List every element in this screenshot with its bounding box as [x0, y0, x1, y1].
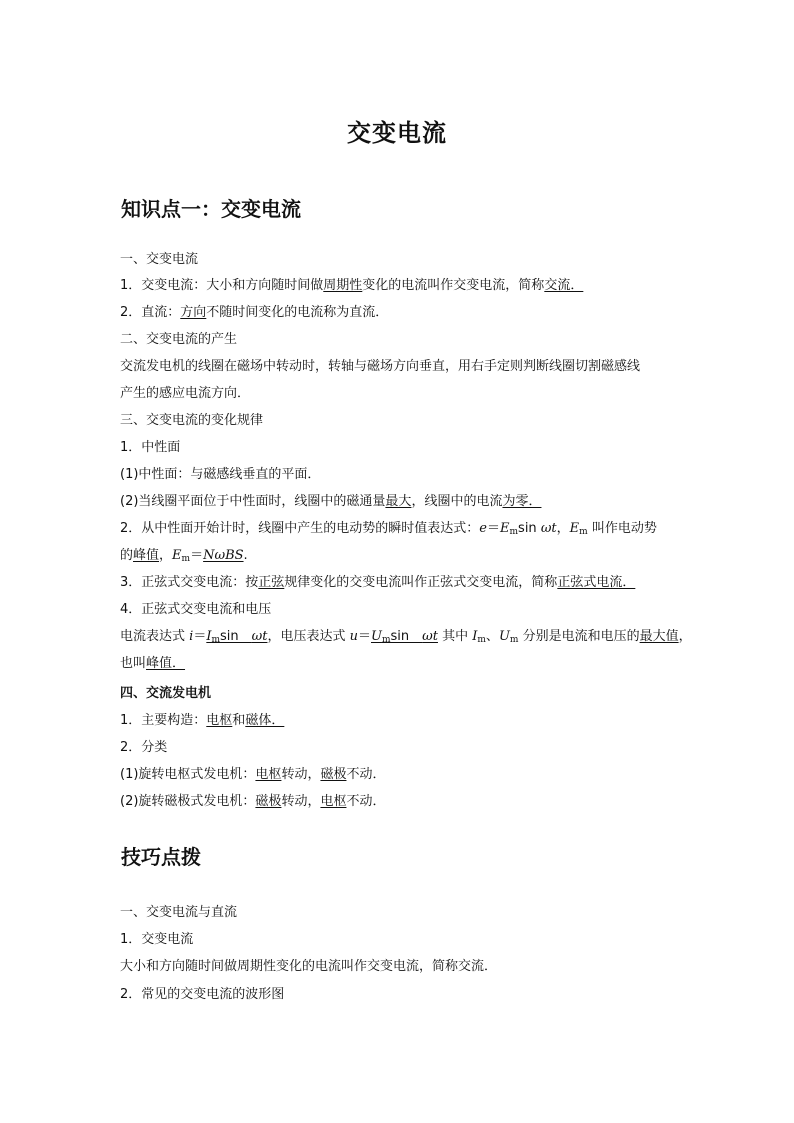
underlined-answer: NωBS	[203, 548, 244, 563]
text: (2)旋转磁极式发电机：	[120, 794, 256, 809]
underlined-answer: 周期性	[323, 278, 363, 293]
text: 转动，	[281, 767, 321, 782]
paragraph-heading: 四、交流发电机	[120, 686, 212, 701]
text: 不动．	[346, 794, 386, 809]
text: .	[243, 548, 248, 563]
text: ，	[556, 521, 570, 536]
text: 电流表达式	[120, 629, 190, 644]
math-subscript: m	[509, 527, 519, 537]
text: (2)当线圈平面位于中性面时，线圈中的磁通量	[120, 494, 386, 509]
paragraph	[120, 766, 680, 784]
paragraph: 一、交变电流	[120, 252, 199, 267]
math-var: ωt	[422, 629, 438, 644]
text: 规律变化的交变电流叫作正弦式交变电流，简称	[284, 575, 558, 590]
math-var: I	[206, 629, 212, 644]
math-var: I	[472, 629, 478, 644]
math-func: sin	[518, 521, 541, 536]
paragraph: 产生的感应电流方向．	[120, 386, 251, 401]
paragraph	[120, 793, 680, 811]
text: 其中	[437, 629, 473, 644]
text: 、	[485, 629, 499, 644]
paragraph-formula	[120, 547, 680, 568]
underlined-answer: 方向	[180, 305, 207, 320]
underlined-answer: 最大值	[639, 629, 679, 644]
math-subscript: m	[477, 635, 486, 645]
underlined-answer: 磁极	[320, 767, 347, 782]
paragraph: 二、交变电流的产生	[120, 332, 238, 347]
underlined-answer: 峰值．	[146, 656, 186, 671]
text: 也叫	[120, 656, 147, 671]
text: ，	[678, 629, 692, 644]
paragraph: (1)中性面：与磁感线垂直的平面．	[120, 467, 321, 482]
paragraph-formula	[120, 520, 680, 541]
text: 的	[120, 548, 134, 563]
page-title: 交变电流	[347, 119, 447, 147]
text: 1．交变电流：大小和方向随时间做	[120, 278, 324, 293]
math-subscript: m	[509, 635, 519, 645]
paragraph: 一、交变电流与直流	[120, 905, 238, 920]
underlined-answer: 正弦式电流．	[557, 575, 636, 590]
math-subscript: m	[579, 527, 588, 537]
math-var: u	[349, 629, 358, 644]
math-op: ＝	[486, 521, 500, 536]
paragraph	[120, 712, 680, 730]
text: 1．主要构造：	[120, 713, 207, 728]
math-var: U	[498, 629, 510, 644]
math-var: ωt	[540, 521, 557, 536]
paragraph	[120, 493, 680, 511]
text: ，线圈中的电流	[411, 494, 503, 509]
section-heading-knowledge: 知识点一：交变电流	[121, 197, 301, 221]
underlined-answer: 交流．	[544, 278, 584, 293]
underlined-answer: 为零．	[502, 494, 542, 509]
text: ，电压表达式	[267, 629, 350, 644]
math-op: ＝	[193, 629, 207, 644]
text: 转动，	[281, 794, 321, 809]
paragraph: 4．正弦式交变电流和电压	[120, 602, 272, 617]
paragraph: 交流发电机的线圈在磁场中转动时，转轴与磁场方向垂直，用右手定则判断线圈切割磁感线	[120, 359, 641, 374]
text: 和	[232, 713, 246, 728]
text: ，	[159, 548, 173, 563]
math-subscript: m	[381, 635, 391, 645]
section-heading-tips: 技巧点拨	[121, 845, 201, 869]
paragraph: 大小和方向随时间做周期性变化的电流叫作交变电流，简称交流．	[120, 959, 498, 974]
math-var: i	[189, 629, 194, 644]
math-func: sin	[390, 629, 423, 644]
paragraph	[120, 574, 680, 592]
paragraph-formula	[120, 628, 692, 649]
paragraph	[120, 277, 680, 295]
math-op: ＝	[190, 548, 204, 563]
math-var: E	[569, 521, 580, 536]
math-op: ＝	[357, 629, 371, 644]
text: (1)旋转电枢式发电机：	[120, 767, 256, 782]
text: 2．直流：	[120, 305, 181, 320]
math-subscript: m	[181, 554, 191, 564]
math-var: U	[371, 629, 382, 644]
text: 变化的电流叫作交变电流，简称	[362, 278, 545, 293]
underlined-answer: 峰值	[133, 548, 160, 563]
math-subscript: m	[211, 635, 221, 645]
math-var: E	[172, 548, 182, 563]
underlined-answer: 电枢	[255, 767, 282, 782]
text: 分别是电流和电压的	[518, 629, 640, 644]
paragraph	[120, 655, 680, 673]
math-var: ωt	[251, 629, 268, 644]
math-func: sin	[220, 629, 252, 644]
underlined-answer: 正弦	[258, 575, 285, 590]
underlined-answer: 最大	[385, 494, 412, 509]
text: 2．从中性面开始计时，线圈中产生的电动势的瞬时值表达式：	[120, 521, 480, 536]
paragraph: 2．常见的交变电流的波形图	[120, 987, 285, 1002]
paragraph	[120, 304, 680, 322]
text: 3．正弦式交变电流：按	[120, 575, 259, 590]
text: 不随时间变化的电流称为直流．	[206, 305, 389, 320]
math-var: e	[479, 521, 487, 536]
paragraph: 三、交变电流的变化规律	[120, 413, 264, 428]
text: 叫作电动势	[587, 521, 657, 536]
paragraph: 1．中性面	[120, 440, 181, 455]
underlined-answer: 电枢	[320, 794, 347, 809]
paragraph: 2．分类	[120, 740, 168, 755]
underlined-answer: 磁极	[255, 794, 282, 809]
text: 不动．	[346, 767, 386, 782]
underlined-answer: 磁体．	[245, 713, 285, 728]
underlined-answer: 电枢	[206, 713, 233, 728]
math-var: E	[500, 521, 510, 536]
paragraph: 1．交变电流	[120, 932, 194, 947]
